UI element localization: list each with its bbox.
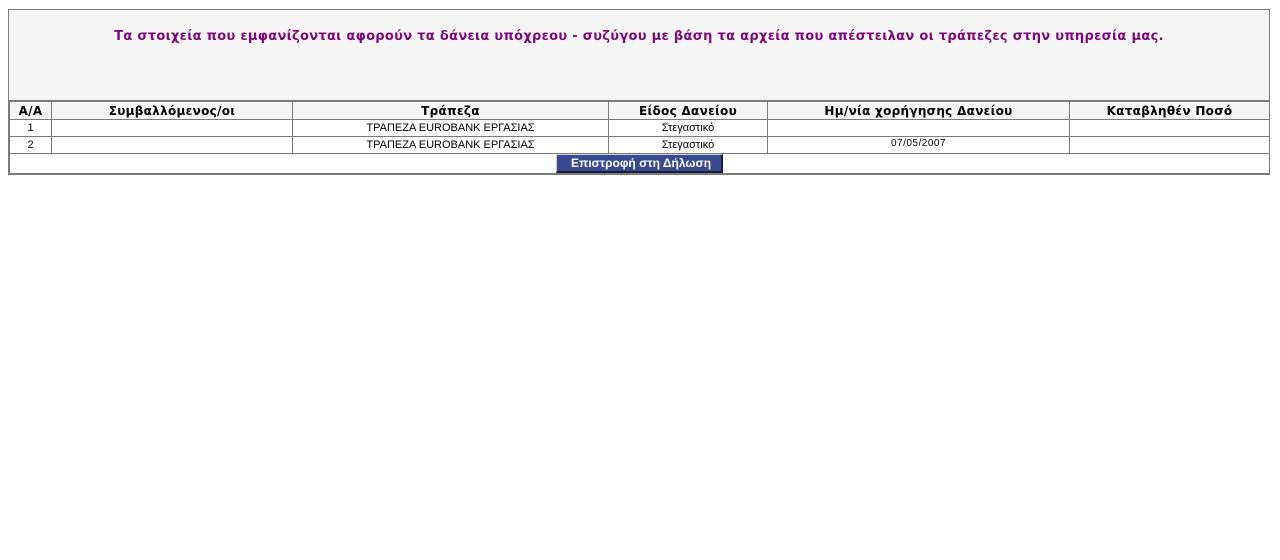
button-row — [10, 154, 1270, 174]
col-header-bank: Τράπεζα — [293, 102, 609, 120]
back-to-declaration-button[interactable]: Επιστροφή στη Δήλωση — [556, 154, 723, 173]
cell-amount — [1070, 120, 1270, 137]
table-header-row — [10, 102, 1270, 120]
redacted-amount — [1131, 137, 1208, 150]
button-cell — [10, 154, 1270, 174]
cell-date — [768, 120, 1070, 137]
redacted-contractors — [95, 120, 249, 133]
loans-table — [9, 101, 1270, 174]
cell-bank: ΤΡΑΠΕΖΑ EUROBANK ΕΡΓΑΣΙΑΣ — [293, 120, 609, 137]
notice-box — [9, 10, 1269, 101]
cell-contractors — [52, 120, 293, 137]
cell-amount — [1070, 137, 1270, 154]
cell-loan-type: Στεγαστικό — [609, 137, 768, 154]
col-header-amount: Καταβληθέν Ποσό — [1070, 102, 1270, 120]
cell-bank: ΤΡΑΠΕΖΑ EUROBANK ΕΡΓΑΣΙΑΣ — [293, 137, 609, 154]
cell-contractors — [52, 137, 293, 154]
loans-panel — [8, 9, 1270, 175]
col-header-aa: Α/Α — [10, 102, 52, 120]
redacted-date: 07/05/2007 — [879, 137, 959, 150]
redacted-contractors — [95, 137, 249, 150]
col-header-date: Ημ/νία χορήγησης Δανείου — [768, 102, 1070, 120]
redacted-date — [879, 120, 959, 133]
cell-loan-type: Στεγαστικό — [609, 120, 768, 137]
cell-aa: 1 — [10, 120, 52, 137]
cell-date — [768, 137, 1070, 154]
col-header-loan-type: Είδος Δανείου — [609, 102, 768, 120]
table-row — [10, 137, 1270, 154]
col-header-contractors: Συμβαλλόμενος/οι — [52, 102, 293, 120]
cell-aa: 2 — [10, 137, 52, 154]
table-row — [10, 120, 1270, 137]
notice-text: Τα στοιχεία που εμφανίζονται αφορούν τα δάνεια υπόχρεου - συζύγου με βάση τα αρχεία που απέστειλαν οι τράπεζες στην υπηρεσία μας. — [114, 29, 1164, 44]
redacted-amount — [1131, 120, 1208, 133]
